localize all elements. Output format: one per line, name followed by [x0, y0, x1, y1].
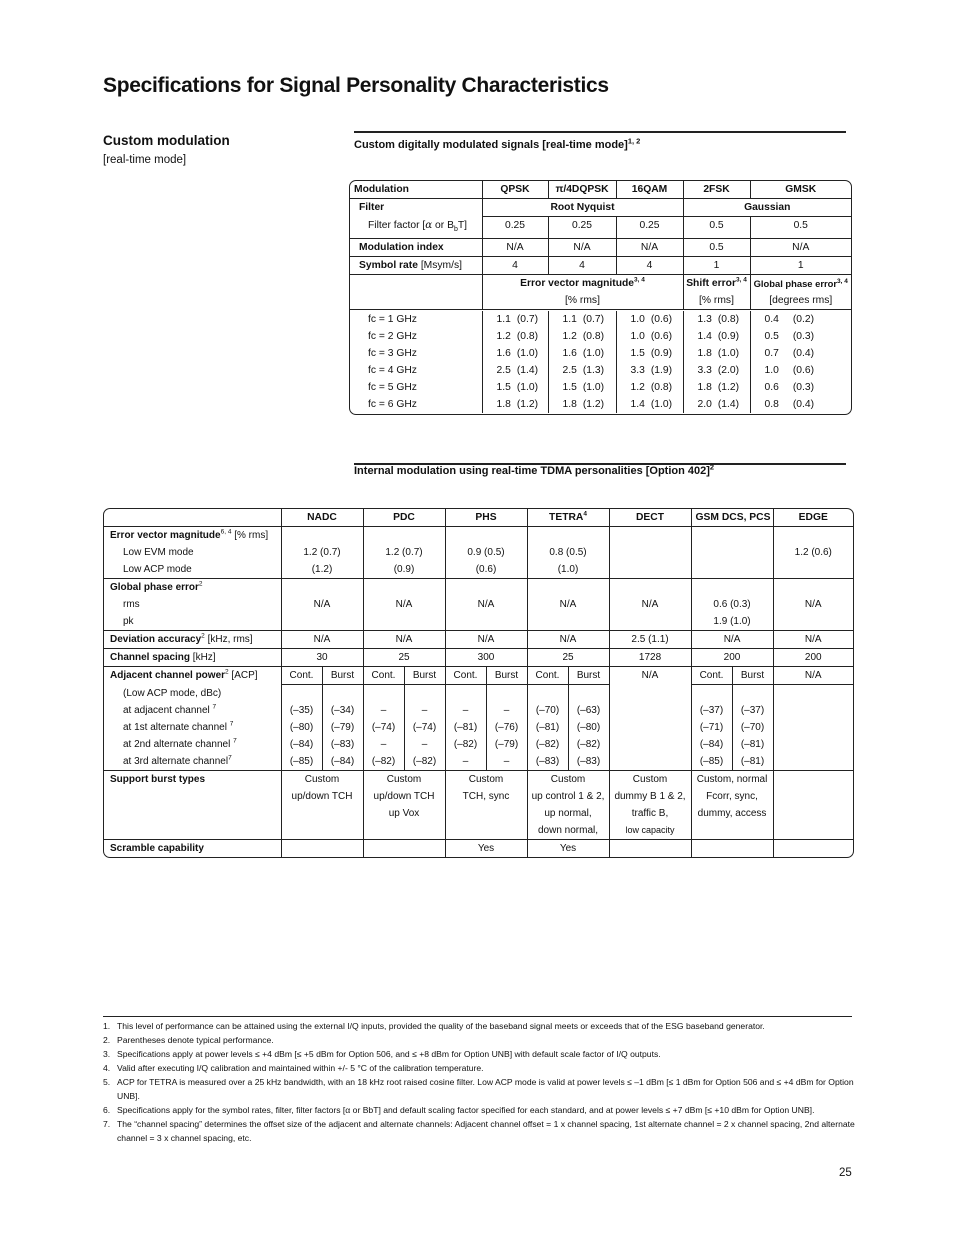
- cell: 0.25: [548, 217, 616, 239]
- custom-modulation-table: [349, 180, 852, 415]
- burst-types-gsm: Custom, normal Fcorr, sync, dummy, access: [691, 771, 773, 840]
- acp-cell: (–35): [281, 702, 322, 719]
- cell: N/A: [773, 631, 853, 649]
- cell: [691, 840, 773, 858]
- cell: 25: [363, 649, 445, 667]
- acp-row: [104, 753, 853, 771]
- symbol-rate-label: Symbol rate [Msym/s]: [350, 256, 482, 274]
- metric-cell: 1.6 (1.0): [548, 345, 616, 362]
- cell: N/A: [691, 631, 773, 649]
- cell: 4: [482, 256, 548, 274]
- cell: N/A: [363, 631, 445, 649]
- cell: 4: [548, 256, 616, 274]
- cell: (0.9): [363, 561, 445, 579]
- acp-row-label: at 2nd alternate channel $^7$: [123, 737, 237, 750]
- header-modulation: Modulation: [350, 181, 482, 199]
- gpe-pk-row: [104, 613, 853, 631]
- metric-cell: 0.6 (0.3): [750, 379, 851, 396]
- header-dect: DECT: [609, 509, 691, 527]
- cell: N/A: [482, 238, 548, 256]
- acp-row-label: at 3rd alternate channel$^7$: [104, 753, 281, 771]
- acp-cell: –: [404, 702, 445, 719]
- freq-row: [350, 379, 851, 396]
- page-number: 25: [839, 1167, 852, 1179]
- metric-cell: 3.3 (2.0): [683, 362, 750, 379]
- acp-row: [104, 736, 853, 753]
- acp-cell: (–71): [691, 719, 732, 736]
- freq-row: [350, 345, 851, 362]
- burst-label: Burst: [732, 667, 773, 685]
- gpe-unit: [degrees rms]: [750, 292, 851, 310]
- cell: 0.25: [616, 217, 683, 239]
- footnote: 4. Valid after executing I/Q calibration and maintained within +/- 5 °C of the calibration temperature.: [103, 1063, 484, 1073]
- pk-label: pk: [104, 613, 281, 631]
- acp-cell: (–34): [322, 702, 363, 719]
- metric-cell: 1.0 (0.6): [616, 311, 683, 328]
- burst-types-row: [104, 771, 853, 840]
- scramble-label: Scramble capability: [110, 843, 204, 854]
- footnote: 2. Parentheses denote typical performance.: [103, 1035, 274, 1045]
- footnote: 5. ACP for TETRA is measured over a 25 kHz bandwidth, with an 18 kHz root raised cosine filter. Low ACP mode is valid at power levels ≤ –1 dBm [≤ 1 dBm for Option 506 and ≤ +4 dBm for Option UNB].: [103, 1077, 854, 1101]
- deviation-row: [104, 631, 853, 649]
- metric-cell: 1.2 (0.8): [548, 328, 616, 345]
- metric-cell: 1.0 (0.6): [750, 362, 851, 379]
- cell: 0.8 (0.5): [527, 544, 609, 561]
- table2-header-row: [104, 509, 853, 527]
- acp-cell: (–82): [568, 736, 609, 753]
- cell: 1728: [609, 649, 691, 667]
- acp-cell: [773, 702, 853, 719]
- low-evm-row: [104, 544, 853, 561]
- metric-cell: 2.0 (1.4): [683, 396, 750, 413]
- header-tetra: TETRA$^4$: [527, 509, 609, 527]
- acp-cell: (–81): [527, 719, 568, 736]
- table1-rule: [354, 131, 846, 133]
- acp-row: [104, 719, 853, 736]
- acp-row: [104, 702, 853, 719]
- metric-cell: 1.2 (0.8): [482, 328, 548, 345]
- metric-cell: 1.5 (1.0): [548, 379, 616, 396]
- cell: 0.5: [683, 217, 750, 239]
- acp-cell: (–83): [568, 753, 609, 771]
- table1-header-row: [350, 181, 851, 199]
- section-heading: Custom modulation: [103, 133, 230, 148]
- cell: 1.2 (0.6): [773, 544, 853, 561]
- acp-cell: (–37): [691, 702, 732, 719]
- acp-cell: –: [404, 736, 445, 753]
- burst-types-label: Support burst types: [110, 774, 206, 785]
- cell: 2.5 (1.1): [609, 631, 691, 649]
- acp-sub-label: (Low ACP mode, dBc): [123, 687, 222, 699]
- burst-types-tetra: Custom up control 1 & 2, up normal, down normal,: [527, 771, 609, 840]
- acp-subheader-row: [104, 685, 853, 703]
- burst-types-phs: Custom TCH, sync: [445, 771, 527, 840]
- acp-cell: [609, 736, 691, 753]
- channel-spacing-row: [104, 649, 853, 667]
- root-nyquist: Root Nyquist: [482, 199, 683, 217]
- acp-cell: (–81): [732, 736, 773, 753]
- cell: N/A: [445, 631, 527, 649]
- acp-cell: (–82): [404, 753, 445, 771]
- cont-label: Cont.: [281, 667, 322, 685]
- metric-cell: 1.3 (0.8): [683, 311, 750, 328]
- cell: 0.5: [750, 217, 851, 239]
- metric-cell: 1.1 (0.7): [548, 311, 616, 328]
- acp-cell: (–81): [732, 753, 773, 771]
- filter-factor-label: Filter factor [α or $B_bT$]: [350, 217, 482, 239]
- header-gmsk: GMSK: [750, 181, 851, 199]
- cell: 1.2 (0.7): [363, 544, 445, 561]
- rms-label: rms: [123, 599, 140, 610]
- acp-cell: (–85): [281, 753, 322, 771]
- acp-cell: (–84): [691, 736, 732, 753]
- cell: (1.2): [281, 561, 363, 579]
- acp-cell: –: [486, 702, 527, 719]
- freq-label: fc = 3 GHz: [368, 347, 417, 359]
- gpe-label: Global phase error$^2$: [110, 580, 203, 593]
- acp-cell: (–84): [281, 736, 322, 753]
- acp-label: Adjacent channel power$^2$ [ACP]: [110, 668, 258, 681]
- cell: [609, 840, 691, 858]
- table2-caption: Internal modulation using real-time TDMA personalities [Option 402]$^2$: [354, 462, 715, 477]
- acp-cell: [773, 753, 853, 771]
- footnote: 6. Specifications apply for the symbol rates, filter, filter factors [α or BbT] and default scaling factor specified for each standard, and at power levels ≤ +7 dBm [≤ +10 dBm for Option UNB].: [103, 1105, 815, 1115]
- metric-cell: 0.7 (0.4): [750, 345, 851, 362]
- cell: 1.9 (1.0): [691, 613, 773, 631]
- footnote: 7. The “channel spacing” determines the offset size of the adjacent and alternate channels: Adjacent channel offset = 1 x channel spacing, 1st alternate channel = 2 x channel spacing, 2nd alternate channel = 3 x channel spacing, etc.: [103, 1119, 855, 1143]
- burst-label: Burst: [404, 667, 445, 685]
- acp-cell: –: [445, 753, 486, 771]
- burst-types-nadc: Custom up/down TCH: [281, 771, 363, 840]
- cell: 30: [281, 649, 363, 667]
- cell: N/A: [527, 596, 609, 613]
- acp-cell: (–83): [322, 736, 363, 753]
- acp-header-row: [104, 667, 853, 685]
- cell: N/A: [548, 238, 616, 256]
- acp-cell: (–80): [281, 719, 322, 736]
- freq-label: fc = 5 GHz: [368, 381, 417, 393]
- low-acp-row: [104, 561, 853, 579]
- metric-cell: 1.4 (0.9): [683, 328, 750, 345]
- acp-cell: (–80): [568, 719, 609, 736]
- filter-label: Filter: [359, 202, 385, 213]
- edge-acp-na: N/A: [773, 667, 853, 685]
- freq-row: [350, 328, 851, 345]
- cell: N/A: [363, 596, 445, 613]
- metric-cell: 1.5 (0.9): [616, 345, 683, 362]
- acp-cell: [609, 719, 691, 736]
- modulation-index-row: [350, 238, 851, 256]
- freq-label: fc = 4 GHz: [368, 364, 417, 376]
- metric-cell: 2.5 (1.3): [548, 362, 616, 379]
- metric-cell: 1.8 (1.2): [548, 396, 616, 413]
- cell: N/A: [281, 631, 363, 649]
- acp-cell: (–82): [445, 736, 486, 753]
- metric-cell: 0.8 (0.4): [750, 396, 851, 413]
- cell: Yes: [527, 840, 609, 858]
- cell: 0.6 (0.3): [691, 596, 773, 613]
- freq-row: [350, 311, 851, 328]
- metric-cell: 0.4 (0.2): [750, 311, 851, 328]
- acp-cell: (–82): [527, 736, 568, 753]
- cont-label: Cont.: [527, 667, 568, 685]
- modulation-index-label: Modulation index: [350, 238, 482, 256]
- acp-cell: (–79): [322, 719, 363, 736]
- table1-caption: Custom digitally modulated signals [real-time mode]$^{1, 2}$: [354, 136, 641, 151]
- evm-row: [104, 527, 853, 545]
- header-16qam: 16QAM: [616, 181, 683, 199]
- page-title: Specifications for Signal Personality Characteristics: [103, 74, 609, 97]
- metric-cell: 1.8 (1.2): [683, 379, 750, 396]
- dect-acp-na: N/A: [609, 667, 691, 685]
- cell: N/A: [773, 596, 853, 613]
- acp-cell: –: [363, 736, 404, 753]
- cell: N/A: [281, 596, 363, 613]
- header-gsm: GSM DCS, PCS: [691, 509, 773, 527]
- cell: [281, 840, 363, 858]
- metric-cell: 1.5 (1.0): [482, 379, 548, 396]
- cell: Yes: [445, 840, 527, 858]
- acp-cell: (–81): [445, 719, 486, 736]
- cell: N/A: [445, 596, 527, 613]
- header-2fsk: 2FSK: [683, 181, 750, 199]
- cell: 300: [445, 649, 527, 667]
- cell: (0.6): [445, 561, 527, 579]
- shift-error-header: Shift error$^{3, 4}$: [683, 274, 750, 292]
- evm-header: Error vector magnitude$^{3, 4}$: [482, 274, 683, 292]
- header-edge: EDGE: [773, 509, 853, 527]
- metric-cell: 1.2 (0.8): [616, 379, 683, 396]
- symbol-rate-row: [350, 256, 851, 274]
- acp-cell: (–63): [568, 702, 609, 719]
- metric-header-row: [350, 274, 851, 292]
- gpe-row: [104, 579, 853, 597]
- acp-cell: [609, 753, 691, 771]
- burst-label: Burst: [568, 667, 609, 685]
- cell: N/A: [750, 238, 851, 256]
- cell: [609, 561, 691, 579]
- metric-cell: 0.5 (0.3): [750, 328, 851, 345]
- low-acp-label: Low ACP mode: [104, 561, 281, 579]
- metric-cell: 2.5 (1.4): [482, 362, 548, 379]
- burst-types-dect: Custom dummy B 1 & 2, traffic B, low capacity: [609, 771, 691, 840]
- cell: [773, 561, 853, 579]
- header-pi4dqpsk: π/4DQPSK: [548, 181, 616, 199]
- cell: N/A: [609, 596, 691, 613]
- evm-label: Error vector magnitude$^{6, 4}$ [% rms]: [110, 528, 269, 541]
- cell: 1: [683, 256, 750, 274]
- cell: [609, 544, 691, 561]
- cell: [363, 840, 445, 858]
- cell: 1.2 (0.7): [281, 544, 363, 561]
- acp-cell: (–70): [732, 719, 773, 736]
- freq-row: [350, 396, 851, 413]
- acp-row-label: at 1st alternate channel $^7$: [123, 720, 234, 733]
- cell: N/A: [616, 238, 683, 256]
- freq-label: fc = 1 GHz: [368, 313, 417, 325]
- global-phase-error-header: Global phase error$^{3, 4}$: [750, 274, 851, 292]
- acp-cell: (–76): [486, 719, 527, 736]
- freq-label: fc = 6 GHz: [368, 398, 417, 410]
- gpe-rms-row: [104, 596, 853, 613]
- burst-types-pdc: Custom up/down TCH up Vox: [363, 771, 445, 840]
- footnote-rule: [103, 1016, 852, 1017]
- cell: (1.0): [527, 561, 609, 579]
- low-evm-label: Low EVM mode: [123, 547, 194, 558]
- footnote: 1. This level of performance can be attained using the external I/Q inputs, provided the quality of the baseband signal meets or exceeds that of the ESG baseband generator.: [103, 1021, 765, 1031]
- filter-factor-row: [350, 217, 851, 239]
- deviation-label: Deviation accuracy$^2$ [kHz, rms]: [104, 631, 281, 649]
- cell: 200: [773, 649, 853, 667]
- evm-unit: [% rms]: [482, 292, 683, 310]
- acp-cell: (–74): [363, 719, 404, 736]
- cell: N/A: [527, 631, 609, 649]
- gaussian: Gaussian: [683, 199, 851, 217]
- burst-label: Burst: [486, 667, 527, 685]
- cell: [691, 544, 773, 561]
- acp-cell: [773, 719, 853, 736]
- cell: 1: [750, 256, 851, 274]
- cont-label: Cont.: [691, 667, 732, 685]
- metric-cell: 1.0 (0.6): [616, 328, 683, 345]
- cell: 4: [616, 256, 683, 274]
- cell: [773, 840, 853, 858]
- acp-cell: (–74): [404, 719, 445, 736]
- acp-cell: –: [363, 702, 404, 719]
- cell: 200: [691, 649, 773, 667]
- acp-cell: –: [486, 753, 527, 771]
- footnote: 3. Specifications apply at power levels ≤ +4 dBm [≤ +5 dBm for Option 506, and ≤ +8 dBm for Option UNB] with default scale factor of I/Q outputs.: [103, 1049, 661, 1059]
- footnotes: [103, 1019, 855, 1145]
- acp-cell: [773, 736, 853, 753]
- metric-cell: 1.8 (1.2): [482, 396, 548, 413]
- metric-cell: 1.8 (1.0): [683, 345, 750, 362]
- filter-row: [350, 199, 851, 217]
- cell: 0.9 (0.5): [445, 544, 527, 561]
- burst-types-edge: [773, 771, 853, 840]
- scramble-row: [104, 840, 853, 858]
- acp-cell: (–83): [527, 753, 568, 771]
- acp-cell: [609, 702, 691, 719]
- metric-cell: 1.4 (1.0): [616, 396, 683, 413]
- header-phs: PHS: [445, 509, 527, 527]
- cont-label: Cont.: [363, 667, 404, 685]
- cell: 0.25: [482, 217, 548, 239]
- freq-label: fc = 2 GHz: [368, 330, 417, 342]
- acp-cell: (–37): [732, 702, 773, 719]
- acp-cell: (–82): [363, 753, 404, 771]
- acp-row-label: at adjacent channel $^7$: [123, 703, 217, 716]
- unit-row: [350, 292, 851, 310]
- cell: [691, 561, 773, 579]
- freq-row: [350, 362, 851, 379]
- header-pdc: PDC: [363, 509, 445, 527]
- tdma-personalities-table: [103, 508, 854, 858]
- metric-cell: 3.3 (1.9): [616, 362, 683, 379]
- channel-spacing-label: Channel spacing [kHz]: [104, 649, 281, 667]
- cell: 25: [527, 649, 609, 667]
- acp-cell: (–85): [691, 753, 732, 771]
- shift-unit: [% rms]: [683, 292, 750, 310]
- cell: 0.5: [683, 238, 750, 256]
- acp-cell: (–84): [322, 753, 363, 771]
- acp-cell: –: [445, 702, 486, 719]
- burst-label: Burst: [322, 667, 363, 685]
- section-subheading: [real-time mode]: [103, 154, 187, 166]
- header-qpsk: QPSK: [482, 181, 548, 199]
- acp-cell: (–70): [527, 702, 568, 719]
- metric-cell: 1.1 (0.7): [482, 311, 548, 328]
- header-nadc: NADC: [281, 509, 363, 527]
- cont-label: Cont.: [445, 667, 486, 685]
- header-blank: [104, 509, 281, 527]
- metric-cell: 1.6 (1.0): [482, 345, 548, 362]
- acp-cell: (–79): [486, 736, 527, 753]
